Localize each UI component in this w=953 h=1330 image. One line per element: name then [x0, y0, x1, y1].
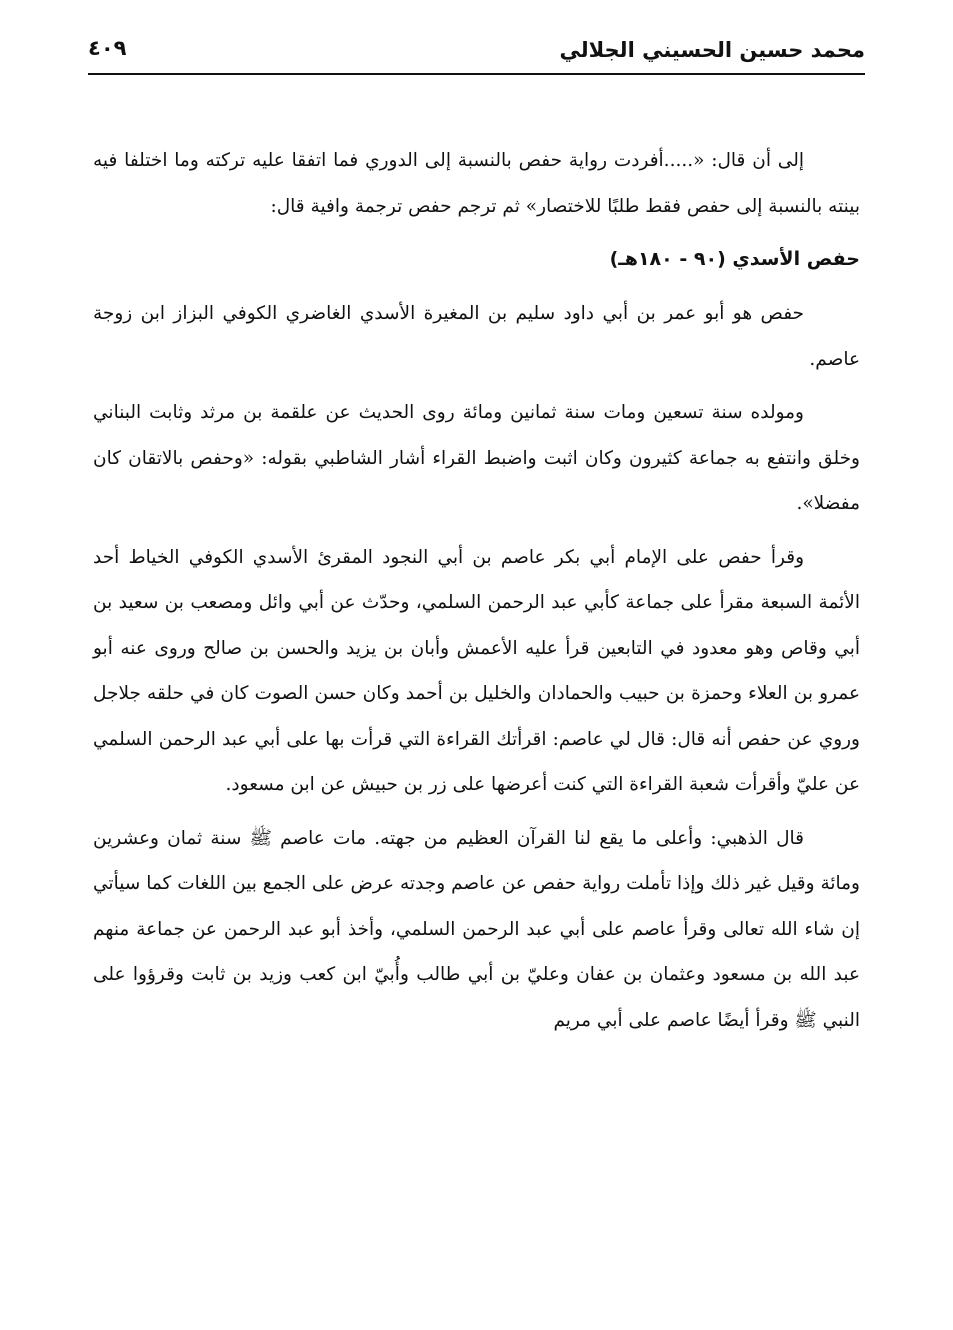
body-text	[93, 138, 860, 1051]
header-rule	[88, 73, 865, 75]
paragraph-2: حفص هو أبو عمر بن أبي داود سليم بن المغيرة الأسدي الغاضري الكوفي البزاز ابن زوجة عاصم.	[93, 303, 860, 370]
paragraph-3: ومولده سنة تسعين ومات سنة ثمانين ومائة روى الحديث عن علقمة بن مرثد وثابت البناني وخلق وانتفع به جماعة كثيرون وكان اثبت واضبط القراء أشار الشاطبي بقوله: «وحفص بالاتقان كان مفضلا».	[93, 402, 860, 514]
running-header	[88, 30, 865, 72]
paragraph-5: قال الذهبي: وأعلى ما يقع لنا القرآن العظيم من جهته. مات عاصم ﷺ سنة ثمان وعشرين ومائة وقيل غير ذلك وإذا تأملت رواية حفص عن عاصم وجدته عرض على الجمع بين اللغات كما سيأتي إن شاء الله تعالى وقرأ عاصم على أبي عبد الرحمن السلمي، وأخذ أبو عبد الرحمن عن جماعة منهم عبد الله بن مسعود وعثمان بن عفان وعليّ بن أبي طالب وأُبيّ ابن كعب وزيد بن ثابت وقرؤوا على النبي ﷺ وقرأ أيضًا عاصم على أبي مريم	[93, 827, 860, 1031]
section-heading: حفص الأسدي (٩٠ - ١٨٠هـ)	[609, 248, 860, 270]
page-number: ٤٠٩	[88, 36, 127, 60]
paragraph-4: وقرأ حفص على الإمام أبي بكر عاصم بن أبي النجود المقرئ الأسدي الكوفي الخياط أحد الأئمة السبعة مقرأ على جماعة كأبي عبد الرحمن السلمي، وحدّث عن أبي وائل ومصعب بن سعيد بن أبي وقاص وهو معدود في التابعين قرأ عليه الأعمش وأبان بن يزيد والحسن بن صالح وروى عنه أبو عمرو بن العلاء وحمزة بن حبيب والحمادان والخليل بن أحمد وكان حسن الصوت كان في حلقه جلاجل وروي عن حفص أنه قال: قال لي عاصم: اقرأتك القراءة التي قرأت بها على أبي عبد الرحمن السلمي عن عليّ وأقرأت شعبة القراءة التي كنت أعرضها على زر بن حبيش عن ابن مسعود.	[93, 546, 860, 795]
header-title: محمد حسين الحسيني الجلالي	[559, 38, 865, 62]
paragraph-1: إلى أن قال: «.....أفردت رواية حفص بالنسبة إلى الدوري فما اتفقا عليه تركته وما اختلفا فيه بينته بالنسبة إلى حفص فقط طلبًا للاختصار» ثم ترجم حفص ترجمة وافية قال:	[93, 150, 860, 217]
